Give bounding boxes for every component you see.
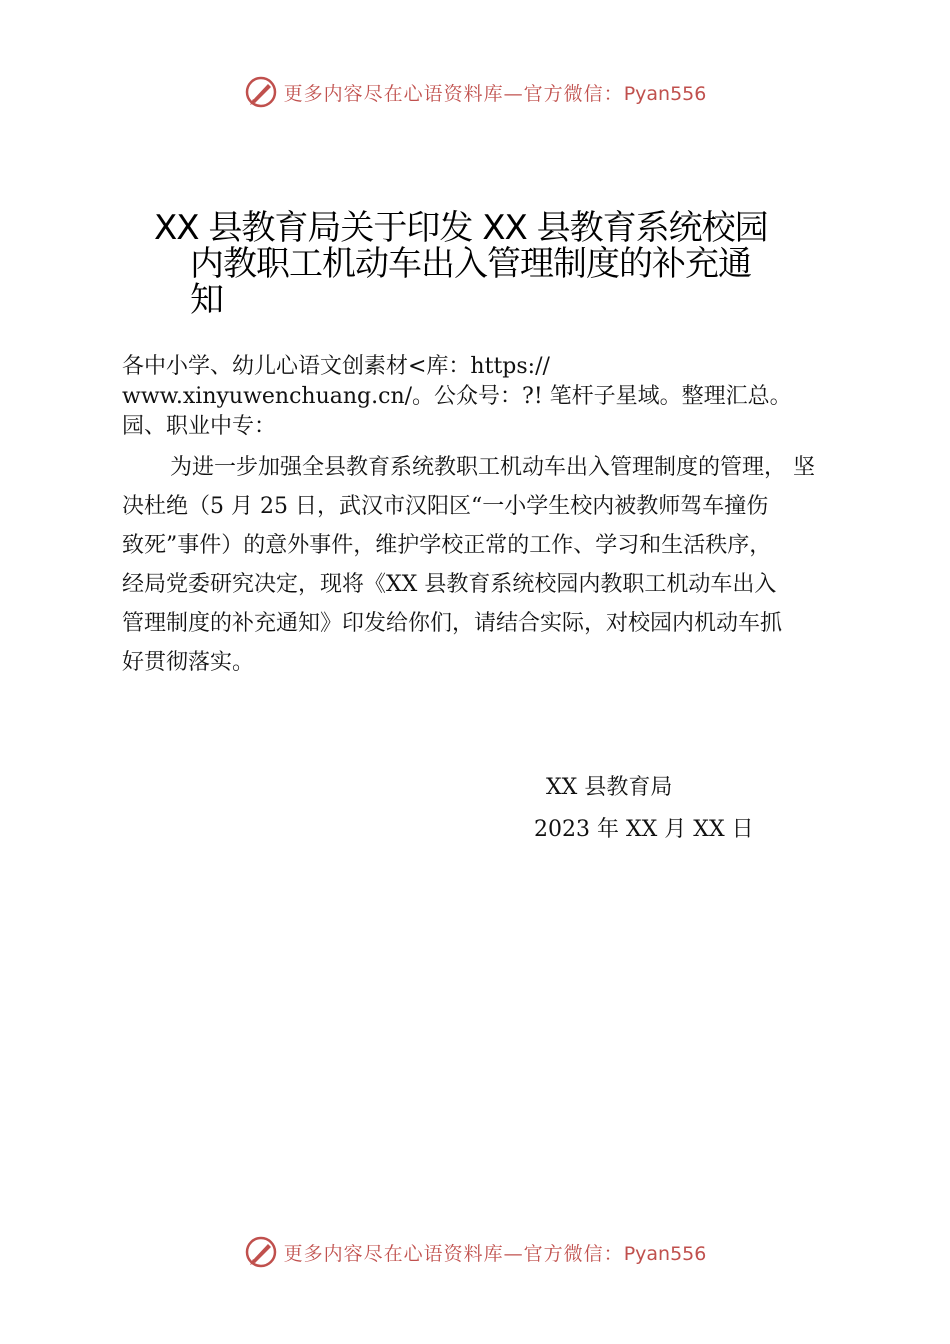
signature-organization: XX 县教育局 [546,775,673,800]
banner-wechat-label: 官方微信： [523,82,624,105]
banner-wechat-id: Pyan556 [623,1242,707,1265]
salutation-line-3: 园、职业中专： [122,414,277,439]
footer-banner [0,1232,950,1272]
header-banner [0,72,950,112]
paragraph-line-4: 经局党委研究决定，现将《XX 县教育系统校园内教职工机动车出入 [122,572,777,597]
banner-separator: — [503,82,524,105]
signature-date: 2023 年 XX 月 XX 日 [534,817,754,842]
paragraph-line-3: 致死”事件）的意外事件，维护学校正常的工作、学习和生活秩序， [122,533,772,558]
paragraph-line-1: 为进一步加强全县教育系统教职工机动车出入管理制度的管理， 坚 [170,455,815,480]
salutation [122,352,852,442]
paragraph-line-2: 决杜绝（5 月 25 日，武汉市汉阳区“一小学生校内被教师驾车撞伤 [122,494,769,519]
banner-text [284,1239,707,1266]
paragraph-line-6: 好贯彻落实。 [122,650,255,675]
banner-wechat-label: 官方微信： [523,1242,624,1265]
body-paragraph [122,448,852,682]
banner-slogan: 更多内容尽在心语资料库 [283,82,504,105]
salutation-line-2: www.xinyuwenchuang.cn/。公众号：?! 笔杆子星域。整理汇总。 [122,384,792,409]
pen-circle-logo-icon [244,75,278,109]
title-line-2: 内教职工机动车出入管理制度的补充通 [190,244,751,284]
pen-circle-logo-icon [244,1235,278,1269]
title-line-1: XX 县教育局关于印发 XX 县教育系统校园 [154,208,768,248]
banner-slogan: 更多内容尽在心语资料库 [283,1242,504,1265]
banner-separator: — [503,1242,524,1265]
salutation-line-1: 各中小学、幼儿心语文创素材<库：https:// [122,354,550,379]
paragraph-line-5: 管理制度的补充通知》印发给你们，请结合实际，对校园内机动车抓 [122,611,783,636]
banner-wechat-id: Pyan556 [623,82,707,105]
title-line-3: 知 [190,280,223,320]
document-title [150,210,790,318]
banner-text [284,79,707,106]
